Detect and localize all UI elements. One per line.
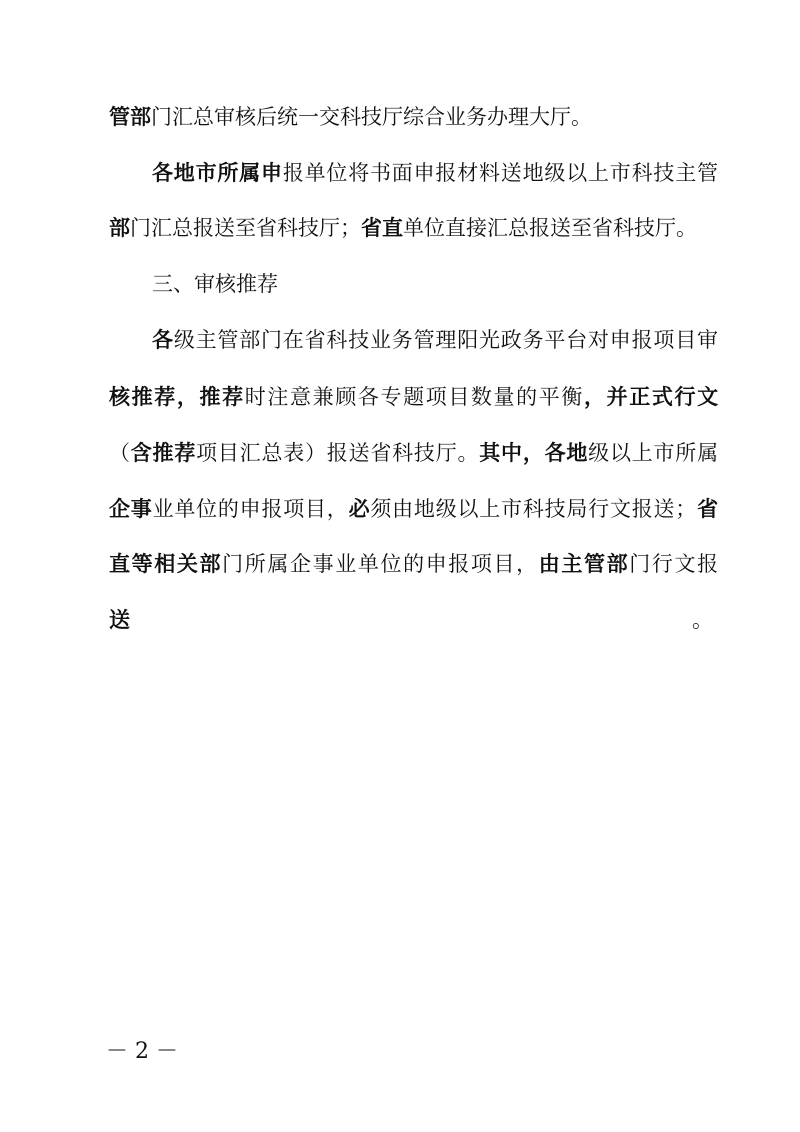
body-line xyxy=(0,380,800,414)
body-line xyxy=(0,156,800,190)
body-line-text xyxy=(109,100,592,134)
text-segment: 省直 xyxy=(361,216,403,240)
body-line xyxy=(0,100,800,134)
text-segment: 各 xyxy=(152,328,174,352)
closing-period: 。 xyxy=(692,608,713,632)
body-line-text xyxy=(109,603,130,637)
text-segment: 核推荐，推荐 xyxy=(109,385,245,409)
text-segment: 门汇总审核后统一交科技厅综合业务办理大厅。 xyxy=(151,105,592,129)
text-segment: 三、审核推荐 xyxy=(152,272,278,296)
text-segment: 管部 xyxy=(109,105,151,129)
text-segment: 门所属企事业单位的申报项目， xyxy=(222,552,539,576)
text-segment: 级以上市所属 xyxy=(588,441,719,465)
text-segment: 其中，各地 xyxy=(479,441,589,465)
text-segment: 含推荐 xyxy=(130,441,197,465)
body-line-text xyxy=(152,323,719,357)
text-segment: ，并正式行文 xyxy=(584,385,720,409)
text-segment: 时注意兼顾各专题项目数量的平衡 xyxy=(244,385,585,409)
text-segment: 业单位的申报项目， xyxy=(152,497,349,521)
body-line xyxy=(0,436,800,470)
text-segment: 送 xyxy=(109,608,130,632)
body-line xyxy=(0,492,800,526)
text-segment: 直等相关部 xyxy=(109,552,223,576)
text-segment: 由主管部 xyxy=(538,552,630,576)
body-line xyxy=(0,211,800,245)
text-segment: 省 xyxy=(697,497,719,521)
text-segment: 门汇总报送至省科技厅； xyxy=(130,216,361,240)
text-segment: （ xyxy=(109,441,131,465)
body-line-text xyxy=(109,380,720,414)
text-segment: 须由地级以上市科技局行文报送； xyxy=(370,497,698,521)
body-line xyxy=(0,267,800,301)
body-line xyxy=(0,603,800,637)
body-line-text xyxy=(109,492,719,526)
body-line-text xyxy=(109,436,719,470)
text-segment: 企事 xyxy=(109,497,153,521)
body-line xyxy=(0,323,800,357)
body-line xyxy=(0,547,800,581)
text-segment: 门行文报 xyxy=(629,552,720,576)
body-line-text xyxy=(109,211,697,245)
text-segment: 必 xyxy=(348,497,371,521)
text-segment: 项目汇总表）报送省科技厅。 xyxy=(196,441,480,465)
text-segment: 级主管部门在省科技业务管理阳光政务平台对申报项目审 xyxy=(173,328,719,352)
body-line-text xyxy=(152,267,278,301)
text-segment: 部 xyxy=(109,216,130,240)
body-line-text xyxy=(109,547,720,581)
page-number: － 2 － xyxy=(106,1039,178,1064)
body-line-text xyxy=(152,156,719,190)
text-segment: 各地市所属申 xyxy=(152,161,283,185)
text-segment: 单位直接汇总报送至省科技厅。 xyxy=(403,216,697,240)
text-segment: 报单位将书面申报材料送地级以上市科技主管 xyxy=(282,161,719,185)
